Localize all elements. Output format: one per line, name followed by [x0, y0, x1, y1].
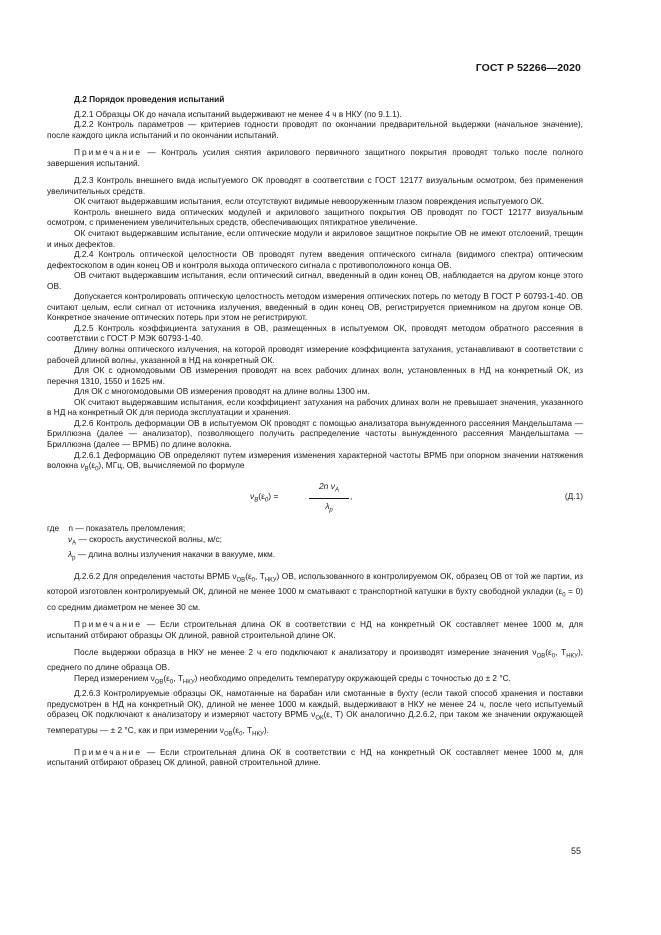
note-text: — Контроль усилия снятия акрилового первичного защитного покрытия проводят только после полного завершения испытаний.	[47, 147, 583, 168]
section-heading: Д.2 Порядок проведения испытаний	[74, 94, 225, 104]
note-label: Примечание	[74, 147, 143, 158]
note-text: — Если строительная длина ОК в соответствии с НД на конкретный ОК составляет менее 1000 м, для испытаний отбирают образцы ОК длиной, равной строительной длине ОК.	[47, 619, 583, 640]
sub: НКУ	[182, 679, 195, 686]
text: — скорость акустической волны, м/с;	[76, 533, 222, 544]
where-item: n — показатель преломления;	[68, 523, 186, 534]
paragraph: Для ОК с одномодовыми ОВ измерения проводят на всех рабочих длинах волн, установленных в НД на конкретный ОК, из перечня 1310, 1550 и 1625 нм.	[47, 365, 583, 386]
arg: (ε	[258, 491, 265, 502]
formula-fraction	[309, 481, 349, 516]
symbol: λ	[68, 549, 73, 559]
sub: 0	[251, 577, 255, 584]
standard-number: ГОСТ Р 52266—2020	[475, 62, 581, 74]
arg-end: ) =	[268, 491, 279, 502]
symbol: ν	[80, 460, 85, 471]
paragraph: Д.2.3 Контроль внешнего вида испытуемого ОК проводят в соответствии с ГОСТ 12177 визуальным осмотром, без применения увеличительных средств.	[47, 175, 583, 196]
text: (ε	[232, 724, 240, 735]
text: (ε, T) ОК аналогично Д.2.6.2, при таком же значении окружающей температуры — ± 2 °С, как и при измерении ν	[47, 709, 583, 735]
text: , T	[255, 571, 265, 582]
numerator	[309, 481, 349, 499]
text: , T	[173, 673, 183, 683]
sub: ОВ	[536, 653, 546, 660]
text: После выдержки образца в НКУ не менее 2 ч его подключают к анализатору и производят измерение значения ν	[74, 647, 537, 658]
symbol: ν	[68, 533, 73, 544]
text: — длина волны излучения накачки в вакууме, мкм.	[75, 549, 276, 559]
sub: p	[329, 508, 333, 515]
sub: ОК	[315, 715, 324, 722]
text: Д.2.6.2 Для определения частоты ВРМБ ν	[74, 571, 237, 582]
text: , T	[555, 647, 567, 658]
formula-comma: ,	[350, 491, 353, 502]
where-line	[47, 523, 583, 534]
paragraph: ОК считают выдержавшим испытания, если отсутствуют видимые невооруженным глазом повреждения испытуемого ОК.	[74, 196, 545, 207]
num-text: 2n ν	[318, 481, 336, 492]
paragraph: ОК считают выдержавшим испытания, если коэффициент затухания на рабочих длинах волн не превышает значения, указанного в НД на конкретный ОК для периода эксплуатации и хранения.	[47, 396, 583, 418]
text: , T	[242, 724, 253, 735]
where-label: где	[47, 523, 60, 534]
note-label: Примечание	[74, 746, 143, 757]
text: Д.2.6.3 Контролируемые образцы ОК, намотанные на барабан или смотанные в бухту (если такой способ хранения и поставки предусмотрен в НД на конкретный ОК), длиной не менее 1000 м каждый, выдерживают в НКУ не менее 24 ч, после чего испытуемый образец ОК подключают к анализатору и измеряют частоту ВРМБ ν	[47, 688, 583, 720]
paragraph	[47, 673, 583, 688]
paragraph: ОВ считают выдержавшим испытания, если оптический сигнал, введенный в один конец ОВ, наблюдается на другом конце этого ОВ.	[47, 270, 583, 291]
text: )	[98, 460, 102, 471]
text: (ε	[245, 571, 252, 582]
nu-symbol: ν	[250, 491, 255, 502]
paragraph: Допускается контролировать оптическую целостность методом измерения оптических потерь по методу В ГОСТ Р 60793-1-40. ОВ считают целым, если сигнал от источника излучения, введенный в один конец ОВ, регистрируется приемником на другом конце ОВ. Конкретное значение оптических потерь при этом не регистрируют.	[47, 291, 583, 323]
paragraph: Контроль внешнего вида оптических модулей и акрилового защитного покрытия ОВ проводят по ГОСТ 12177 визуальным осмотром, с применением увеличительных средств, обеспечивающих пятикратное увеличение.	[47, 206, 583, 228]
sub: 0	[264, 497, 269, 504]
document-body	[47, 94, 583, 775]
sub: B	[254, 497, 259, 504]
paragraph: Д.2.4 Контроль оптической целостности ОВ проводят путем введения оптического сигнала (видимого спектра) оптическим дефектоскопом в один конец ОВ и контроля выхода оптического сигнала с противоположного конца ОВ.	[47, 249, 583, 270]
paragraph: Д.2.1 Образцы ОК до начала испытаний выдерживают не менее 4 ч в НКУ (по 9.1.1).	[74, 108, 402, 119]
text: ) ОВ, использованного в контролируемом ОК, образец ОВ от той же партии, из которой изготовлен контролируемый ОК, длиной не менее 1000 м сматывают с транспортной катушки в бухту свободной укладки (ε	[47, 571, 583, 597]
text: ) необходимо определить температуру окружающей среды с точностью до ± 2 °С.	[194, 673, 511, 683]
sub: 0	[562, 593, 566, 600]
formula-number: (Д.1)	[564, 491, 583, 502]
sub: 0	[239, 731, 243, 738]
formula-d1	[47, 481, 583, 517]
text: , МГц, ОВ, вычисляемой по формуле	[101, 460, 245, 471]
denominator	[309, 499, 349, 516]
sub: p	[72, 555, 76, 562]
text: (ε	[88, 460, 96, 471]
where-item	[68, 534, 583, 549]
sub: НКУ	[252, 731, 264, 738]
note-label: Примечание	[74, 619, 143, 630]
paragraph: Д.2.6 Контроль деформации ОВ в испытуемом ОК проводят с помощью анализатора вынужденного рассеяния Мандельштама — Бриллюэна (далее — анализатор), позволяющего получить распределение частоты вынужденного рассеяния Мандельштама — Бриллюэна (далее — ВРМБ) по длине волокна.	[47, 417, 583, 449]
sub: ОВ	[223, 731, 233, 738]
sub: A	[72, 540, 77, 547]
note-text: — Если строительная длина ОК в соответствии с НД на конкретный ОК составляет менее 1000 м, для испытаний отбирают образец ОК длиной, равной строительной длине.	[47, 746, 583, 768]
where-item	[68, 549, 583, 564]
text: (ε	[163, 673, 170, 683]
paragraph: Длину волны оптического излучения, на которой проводят измерение коэффициента затухания, устанавливают в соответствии с рабочей длиной волны, указанной в НД на конкретный ОК.	[47, 344, 583, 365]
paragraph: Д.2.2 Контроль параметров — критериев годности проводят по окончании предварительной выдержки (начальное значение), после каждого цикла испытаний и по окончании испытаний.	[47, 119, 583, 140]
paragraph	[47, 571, 583, 612]
sub: A	[335, 487, 340, 494]
sub: B	[84, 466, 89, 473]
sub: 0	[95, 466, 99, 473]
paragraph: Д.2.5 Контроль коэффициента затухания в ОВ, размещенных в испытуемом ОК, проводят методом обратного рассеяния в соответствии с ГОСТ Р МЭК 60793-1-40.	[47, 322, 583, 344]
page-number: 55	[570, 846, 581, 856]
sub: НКУ	[264, 577, 277, 584]
text: (ε	[545, 647, 552, 658]
paragraph: Для ОК с многомодовыми ОВ измерения проводят на длине волны 1300 нм.	[74, 386, 370, 397]
text: Д.2.6.1 Деформацию ОВ определяют путем измерения изменения характерной частоты ВРМБ при опорном значении натяжения волокна	[47, 449, 583, 471]
den-text: λ	[325, 501, 330, 512]
paragraph	[47, 688, 583, 740]
text: ).	[263, 724, 269, 735]
text: ), среднего по длине образца ОВ.	[47, 647, 584, 673]
sub: ОВ	[236, 577, 246, 584]
text: Перед измерением ν	[74, 673, 155, 683]
paragraph: ОК считают выдержавшим испытание, если оптические модули и акриловое защитное покрытие ОВ не имеют отслоений, трещин и иных дефектов.	[47, 228, 583, 249]
note	[47, 619, 583, 640]
sub: 0	[551, 653, 556, 660]
note	[47, 747, 583, 768]
formula-lhs	[250, 491, 278, 506]
note	[47, 147, 583, 168]
paragraph	[47, 647, 583, 673]
sub: ОВ	[154, 679, 164, 686]
sub: 0	[169, 679, 174, 686]
paragraph	[47, 450, 583, 476]
text: = 0) со средним диаметром не менее 30 см.	[47, 586, 583, 612]
sub: НКУ	[566, 653, 578, 660]
